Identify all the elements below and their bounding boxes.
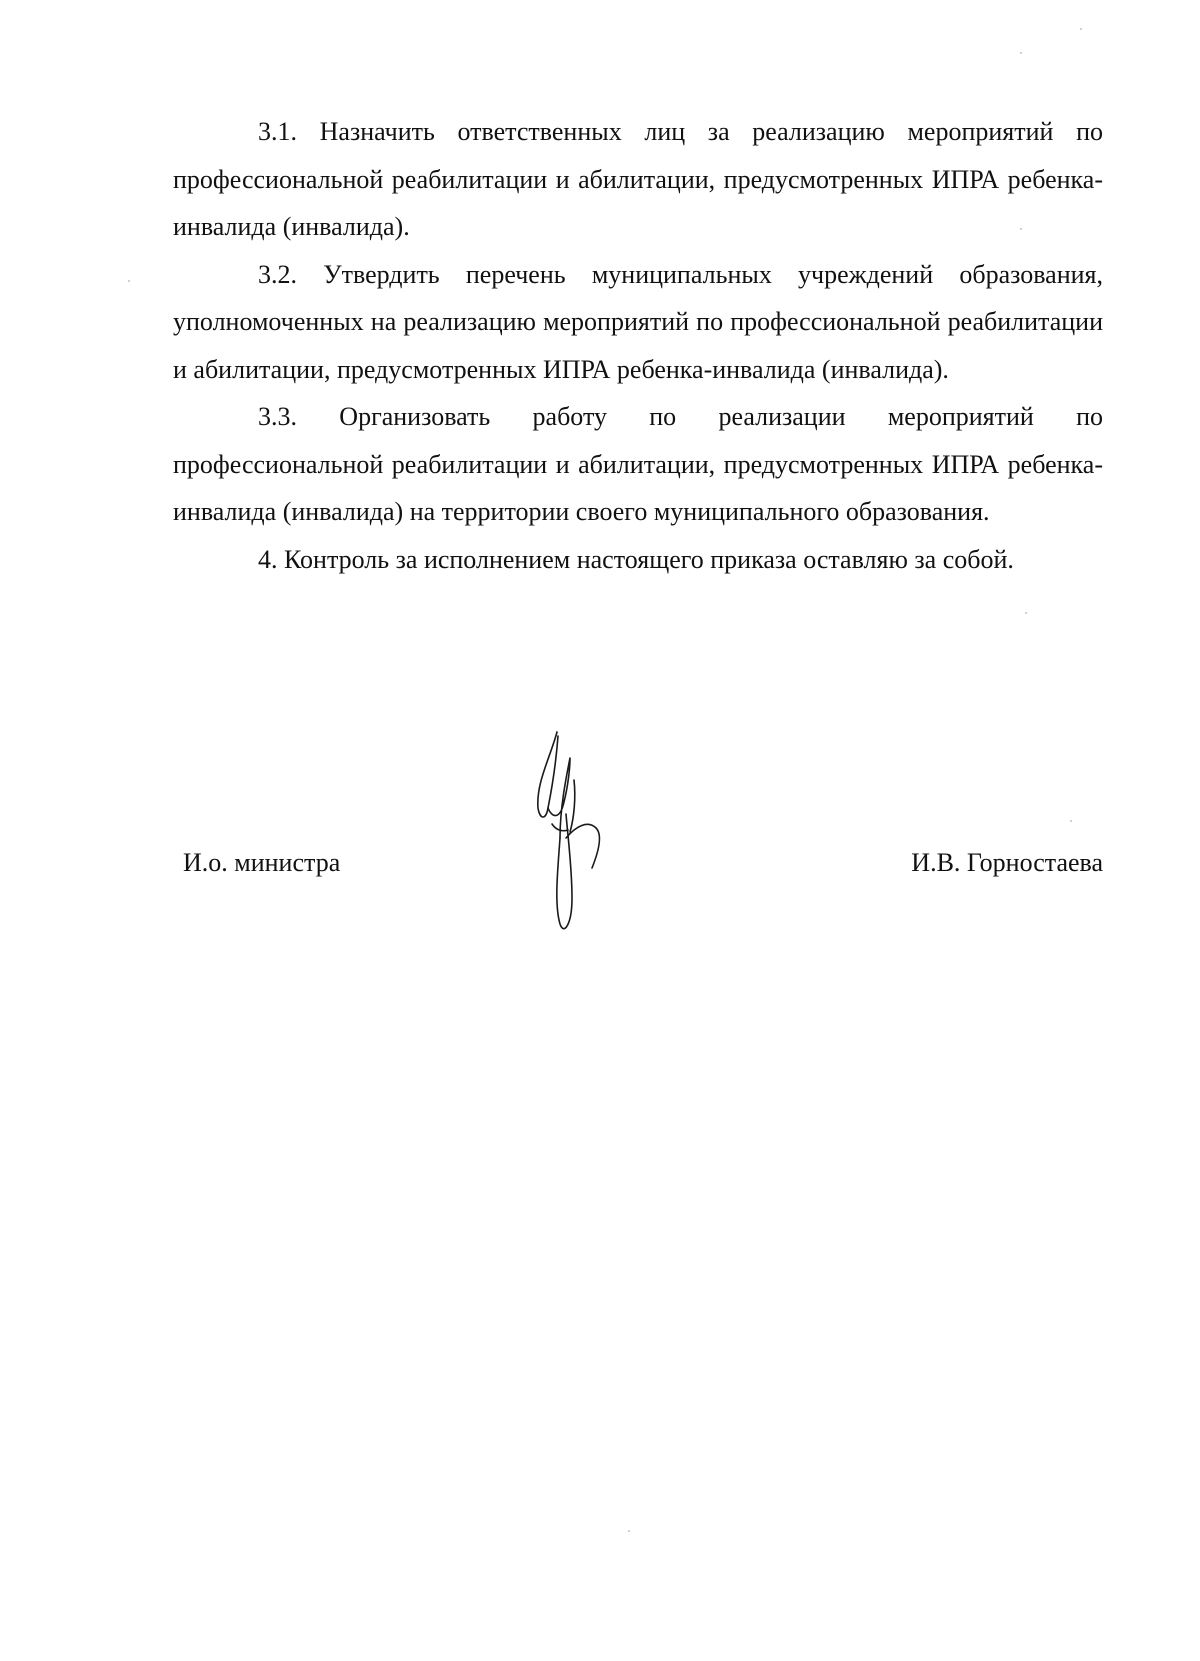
scan-speck [1070, 820, 1072, 822]
scan-speck [1080, 28, 1082, 30]
signatory-name: И.В. Горностаева [911, 848, 1103, 877]
paragraph-3-1: 3.1. Назначить ответственных лиц за реализацию мероприятий по профессиональной реабилитации и абилитации, предусмотренных ИПРА ребенка-инвалида (инвалида). [173, 117, 1103, 241]
paragraph-3-3: 3.3. Организовать работу по реализации мероприятий по профессиональной реабилитации и абилитации, предусмотренных ИПРА ребенка-инвалида (инвалида) на территории своего муниципального образования. [173, 402, 1103, 526]
signature-block [173, 843, 1103, 883]
scan-speck [128, 280, 130, 282]
paragraph-4: 4. Контроль за исполнением настоящего приказа оставляю за собой. [258, 544, 1014, 574]
paragraph-3-2: 3.2. Утвердить перечень муниципальных учреждений образования, уполномоченных на реализацию мероприятий по профессиональной реабилитации и абилитации, предусмотренных ИПРА ребенка-инвалида (инвалида). [173, 259, 1103, 384]
handwritten-signature [530, 728, 620, 938]
scan-speck [1025, 612, 1027, 614]
scan-speck [628, 1530, 630, 1532]
scan-speck [1020, 228, 1022, 230]
signatory-title: И.о. министра [183, 848, 341, 877]
scan-speck [1020, 52, 1022, 54]
document-body [173, 108, 1103, 583]
